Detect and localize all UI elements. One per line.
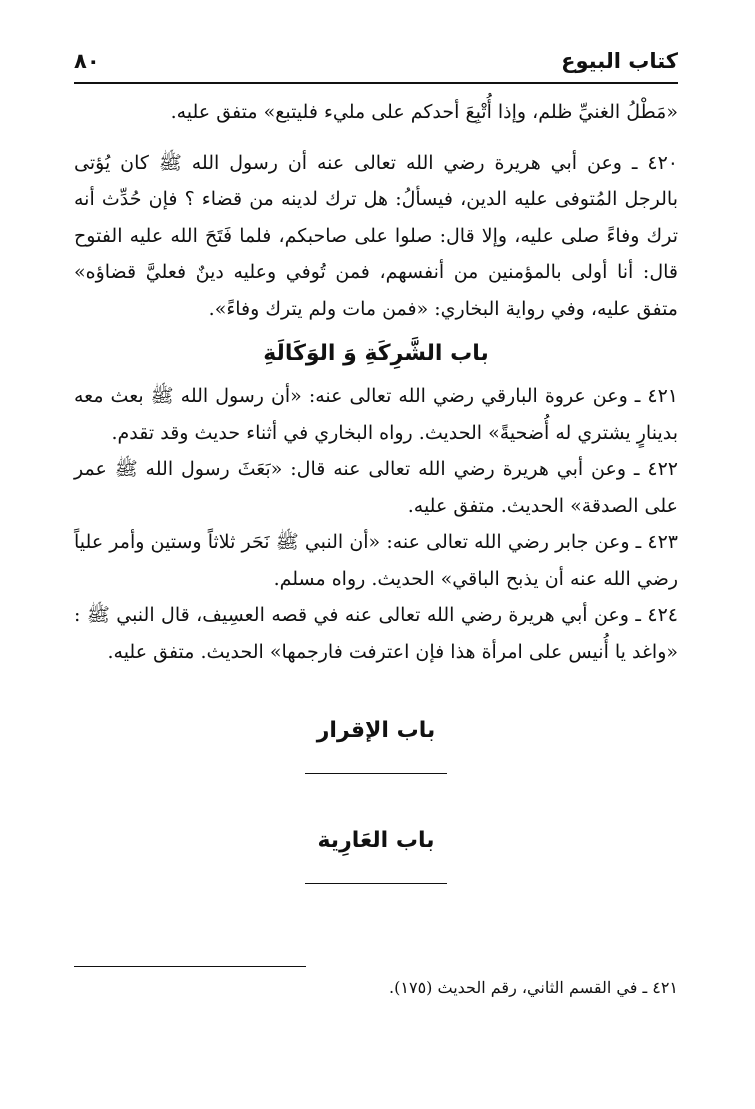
footnote: ٤٢١ ـ في القسم الثاني، رقم الحديث (١٧٥). [389,978,678,997]
book-title: كتاب البيوع [561,49,678,73]
footnote-rule [74,966,306,967]
header-rule [74,82,678,84]
page-number: ٨٠ [74,49,100,73]
hadith-422: ٤٢٢ ـ وعن أبي هريرة رضي الله تعالى عنه قال: «بَعَثَ رسول الله ﷺ عمر على الصدقة» الحديث. متفق عليه. [74,458,678,517]
hadith-421: ٤٢١ ـ وعن عروة البارقي رضي الله تعالى عنه: «أن رسول الله ﷺ بعث معه بدينارٍ يشتري له أُضحيةً» الحديث. رواه البخاري في أثناء حديث وقد تقدم. [74,385,678,444]
book-page [74,38,678,1088]
chapter-rule [305,883,447,884]
hadith-420: ٤٢٠ ـ وعن أبي هريرة رضي الله تعالى عنه أن رسول الله ﷺ كان يُؤتى بالرجل المُتوفى عليه الدين، فيسألُ: هل ترك لدينه من قضاء ؟ فإن حُدِّث أنه ترك وفاءً صلى عليه، وإلا قال: صلوا على صاحبكم، فلما فَتَحَ الله عليه الفتوح قال: أنا أولى بالمؤمنين من أنفسهم، فمن تُوفي وعليه دينٌ فعليَّ قضاؤه» متفق عليه، وفي رواية البخاري: «فمن مات ولم يترك وفاءً». [74,151,678,320]
page-body [74,94,678,884]
paragraph-continuation: «مَطْلُ الغنيِّ ظلم، وإذا أُتْبِعَ أحدكم على مليء فليتبع» متفق عليه. [170,101,678,123]
chapter-heading-loan: باب العَارِية [317,828,435,853]
hadith-423: ٤٢٣ ـ وعن جابر رضي الله تعالى عنه: «أن النبي ﷺ نَحَر ثلاثاً وستين وأمر علياً رضي الله عنه أن يذبح الباقي» الحديث. رواه مسلم. [74,531,678,590]
chapter-heading-partnership: باب الشَّرِكَةِ وَ الوَكَالَةِ [263,341,489,366]
chapter-heading-confession: باب الإقرار [316,718,436,743]
page-header [74,44,678,78]
hadith-424: ٤٢٤ ـ وعن أبي هريرة رضي الله تعالى عنه في قصه العسِيف، قال النبي ﷺ : «واغد يا أُنيس على امرأة هذا فإن اعترفت فارجمها» الحديث. متفق عليه. [74,604,678,663]
